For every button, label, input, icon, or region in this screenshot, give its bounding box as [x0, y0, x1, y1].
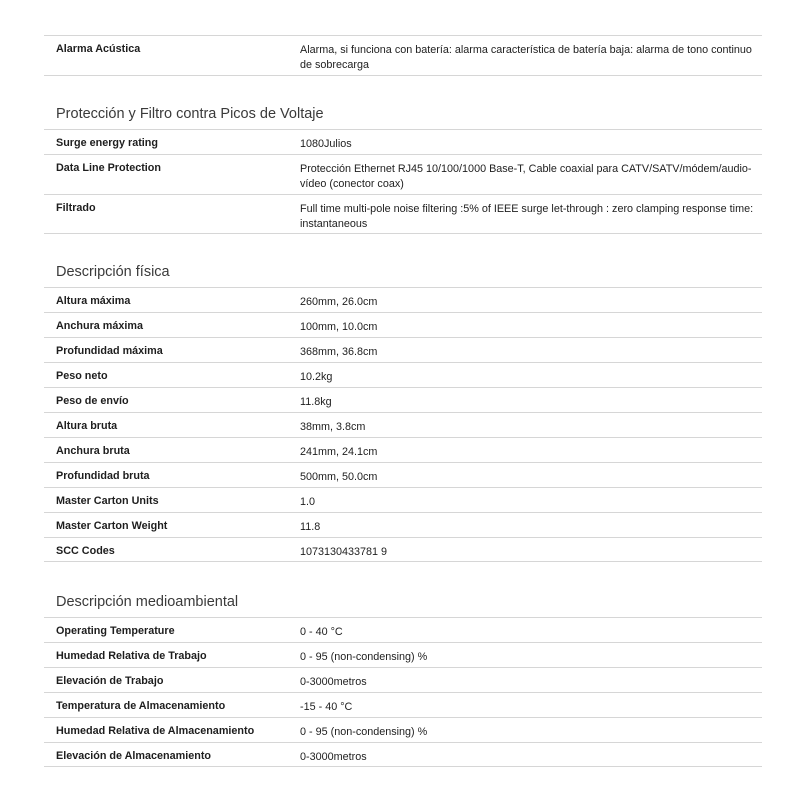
table-row [44, 512, 762, 537]
spec-label: Profundidad máxima [56, 345, 163, 357]
spec-label: Master Carton Units [56, 495, 159, 507]
table-row [44, 717, 762, 742]
spec-label: Master Carton Weight [56, 520, 168, 532]
table-row [44, 129, 762, 154]
spec-label: Data Line Protection [56, 162, 161, 174]
table-row [44, 742, 762, 767]
spec-value: 11.8 [300, 521, 321, 533]
table-row [44, 642, 762, 667]
spec-label: Elevación de Almacenamiento [56, 750, 212, 762]
spec-label: Anchura bruta [56, 445, 130, 457]
table-row [44, 462, 762, 487]
spec-value: 500mm, 50.0cm [300, 471, 378, 483]
table-row [44, 667, 762, 692]
table-row [44, 412, 762, 437]
spec-value: 241mm, 24.1cm [300, 446, 378, 458]
spec-label: Surge energy rating [56, 137, 158, 149]
table-row [44, 487, 762, 512]
table-row [44, 387, 762, 412]
spec-label: Altura bruta [56, 420, 118, 432]
spec-value: Alarma, si funciona con batería: alarma característica de batería baja: alarma de tono continuo de sobrecarga [300, 44, 752, 71]
section-title-surge-protection: Protección y Filtro contra Picos de Voltaje [56, 106, 324, 122]
table-row [44, 617, 762, 642]
spec-value: 10.2kg [300, 371, 333, 383]
spec-label: Alarma Acústica [56, 43, 141, 55]
table-row [44, 287, 762, 312]
spec-value: -15 - 40 °C [300, 701, 353, 713]
spec-value: 0 - 95 (non-condensing) % [300, 726, 428, 738]
alarm-table [44, 35, 762, 76]
spec-label: Operating Temperature [56, 625, 175, 637]
spec-label: Peso de envío [56, 395, 129, 407]
spec-value: 11.8kg [300, 396, 332, 408]
spec-value: 0 - 95 (non-condensing) % [300, 651, 428, 663]
spec-value: 0 - 40 °C [300, 626, 343, 638]
spec-label: Filtrado [56, 202, 96, 214]
table-row [44, 362, 762, 387]
spec-label: Peso neto [56, 370, 108, 382]
table-row [44, 35, 762, 76]
table-row [44, 312, 762, 337]
table-row [44, 537, 762, 562]
section-title-environmental-description: Descripción medioambiental [56, 594, 239, 610]
table-row [44, 692, 762, 717]
spec-label: Elevación de Trabajo [56, 675, 164, 687]
spec-value: Protección Ethernet RJ45 10/100/1000 Base-T, Cable coaxial para CATV/SATV/módem/audio-vídeo (conector coax) [300, 163, 752, 190]
spec-value: 0-3000metros [300, 751, 367, 763]
spec-label: Temperatura de Almacenamiento [56, 700, 226, 712]
physical-description-table [44, 287, 762, 562]
spec-label: Altura máxima [56, 295, 131, 307]
spec-value: 260mm, 26.0cm [300, 296, 378, 308]
spec-value: Full time multi-pole noise filtering :5% of IEEE surge let-through : zero clamping response time: instantaneous [300, 203, 754, 230]
spec-label: SCC Codes [56, 545, 115, 557]
spec-value: 1073130433781 9 [300, 546, 388, 558]
spec-value: 1080Julios [300, 138, 352, 150]
spec-label: Humedad Relativa de Trabajo [56, 650, 207, 662]
spec-label: Humedad Relativa de Almacenamiento [56, 725, 255, 737]
table-row [44, 337, 762, 362]
surge-protection-table [44, 129, 762, 234]
spec-value: 0-3000metros [300, 676, 367, 688]
spec-value: 368mm, 36.8cm [300, 346, 378, 358]
spec-value: 100mm, 10.0cm [300, 321, 378, 333]
table-row [44, 154, 762, 194]
table-row [44, 194, 762, 234]
spec-label: Profundidad bruta [56, 470, 150, 482]
environmental-description-table [44, 617, 762, 767]
section-title-physical-description: Descripción física [56, 264, 170, 280]
table-row [44, 437, 762, 462]
spec-value: 1.0 [300, 496, 316, 508]
spec-label: Anchura máxima [56, 320, 144, 332]
spec-value: 38mm, 3.8cm [300, 421, 366, 433]
